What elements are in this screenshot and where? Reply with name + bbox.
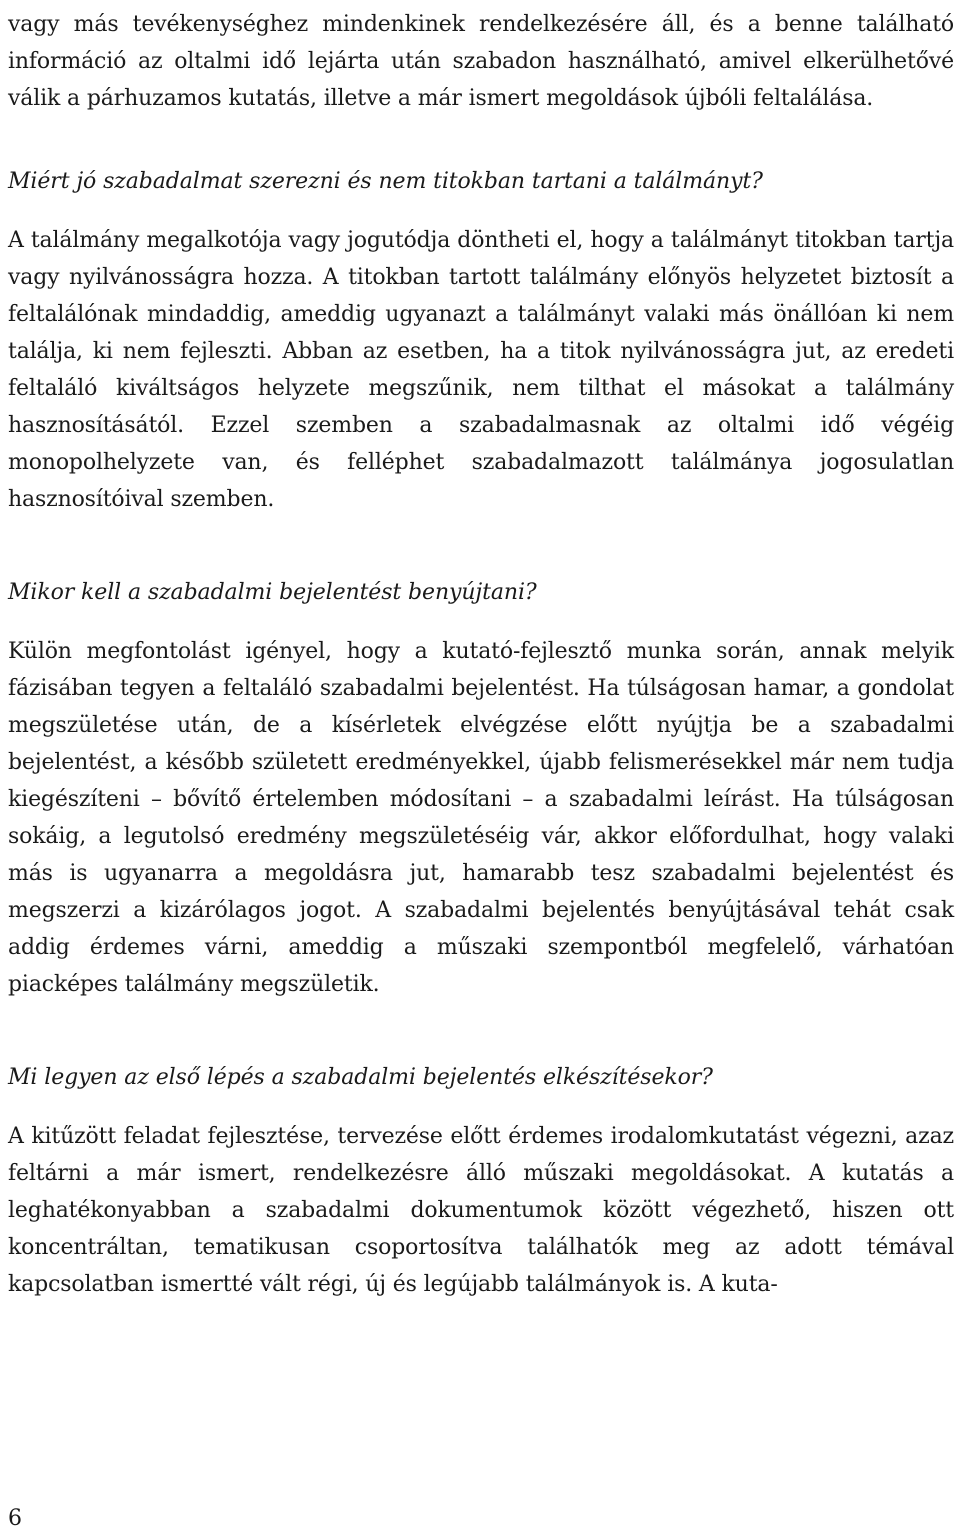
section-heading-when-to-file: Mikor kell a szabadalmi bejelentést benyújtani? — [8, 580, 537, 605]
page-number: 6 — [8, 1506, 22, 1531]
paragraph-filing-timing: Külön megfontolást igényel, hogy a kutató-fejlesztő munka során, annak melyik fázisában tegyen a feltaláló szabadalmi bejelentést. Ha túlságosan hamar, a gondolat megszületése után, de a kísérletek elvégzése előtt nyújtja be a szabadalmi bejelentést, a később született eredményekkel, újabb felismerésekkel már nem tudja kiegészíteni – bővítő értelemben módosítani – a szabadalmi leírást. Ha túlságosan sokáig, a legutolsó eredmény megszületéséig vár, akkor előfordulhat, hogy valaki más is ugyanarra a megoldásra jut, hamarabb tesz szabadalmi bejelentést és megszerzi a kizárólagos jogot. A szabadalmi bejelentés benyújtásával tehát csak addig érdemes várni, ameddig a műszaki szempontból megfelelő, várhatóan piacképes találmány megszületik. — [8, 639, 954, 997]
section-heading-first-step: Mi legyen az első lépés a szabadalmi bejelentés elkészítésekor? — [8, 1065, 713, 1090]
paragraph-intro-continuation: vagy más tevékenységhez mindenkinek rendelkezésére áll, és a benne található információ az oltalmi idő lejárta után szabadon használható, amivel elkerülhetővé válik a párhuzamos kutatás, illetve a már ismert megoldások újbóli feltalálása. — [8, 12, 954, 111]
paragraph-secret-vs-patent: A találmány megalkotója vagy jogutódja döntheti el, hogy a találmányt titokban tartja vagy nyilvánosságra hozza. A titokban tartott találmány előnyös helyzetet biztosít a feltalálónak mindaddig, ameddig ugyanazt a találmányt valaki más önállóan ki nem találja, ki nem fejleszti. Abban az esetben, ha a titok nyilvánosságra jut, az eredeti feltaláló kiváltságos helyzete megszűnik, nem tilthat el másokat a találmány hasznosításától. Ezzel szemben a szabadalmasnak az oltalmi idő végéig monopolhelyzete van, és felléphet szabadalmazott találmánya jogosulatlan hasznosítóival szemben. — [8, 228, 954, 512]
section-heading-why-patent: Miért jó szabadalmat szerezni és nem titokban tartani a találmányt? — [8, 169, 763, 194]
document-page — [8, 0, 954, 1303]
paragraph-literature-search: A kitűzött feladat fejlesztése, tervezése előtt érdemes irodalomkutatást végezni, azaz feltárni a már ismert, rendelkezésre álló műszaki megoldásokat. A kutatás a leghatékonyabban a szabadalmi dokumentumok között végezhető, hiszen ott koncentráltan, tematikusan csoportosítva találhatók meg az adott témával kapcsolatban ismertté vált régi, új és legújabb találmányok is. A kuta- — [8, 1124, 954, 1297]
